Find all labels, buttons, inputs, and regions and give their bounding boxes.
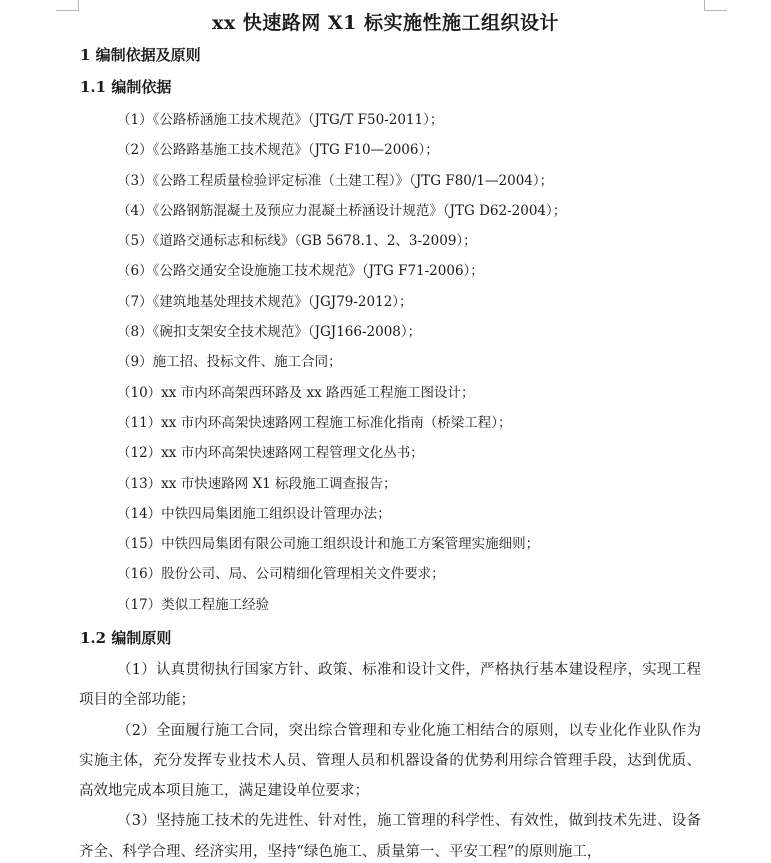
- principle-paragraph: （3）坚持施工技术的先进性、针对性，施工管理的科学性、有效性，做到技术先进、设备齐全、科学合理、经济实用，坚持“绿色施工、质量第一、平安工程”的原则施工，: [79, 813, 701, 860]
- list-item: （12）xx 市内环高架快速路网工程管理文化丛书；: [117, 445, 424, 462]
- principle-paragraph: （1）认真贯彻执行国家方针、政策、标准和设计文件，严格执行基本建设程序，实现工程项目的全部功能；: [79, 662, 701, 709]
- list-item: （6）《公路交通安全设施施工技术规范》（JTG F71-2006）；: [117, 263, 484, 280]
- list-item: （3）《公路工程质量检验评定标准（土建工程）》（JTG F80/1—2004）；: [117, 172, 554, 189]
- list-item: （13）xx 市快速路网 X1 标段施工调查报告；: [117, 475, 397, 492]
- list-item: （14）中铁四局集团施工组织设计管理办法；: [117, 505, 391, 522]
- list-item: （15）中铁四局集团有限公司施工组织设计和施工方案管理实施细则；: [117, 536, 540, 553]
- list-item: （10）xx 市内环高架西环路及 xx 路西延工程施工图设计；: [117, 384, 475, 401]
- section-heading-1: 1 编制依据及原则: [80, 46, 201, 64]
- list-item: （8）《碗扣支架安全技术规范》（JGJ166-2008）；: [117, 324, 422, 341]
- section-heading-1-2: 1.2 编制原则: [80, 629, 172, 647]
- compilation-basis-list: [117, 105, 566, 620]
- list-item: （2）《公路路基施工技术规范》（JTG F10—2006）；: [117, 142, 439, 159]
- principle-paragraph: （2）全面履行施工合同，突出综合管理和专业化施工相结合的原则，以专业化作业队作为实施主体，充分发挥专业技术人员、管理人员和机器设备的优势利用综合管理手段，达到优质、高效地完成本项目施工，满足建设单位要求；: [79, 722, 701, 800]
- list-item: （17）类似工程施工经验: [117, 596, 270, 613]
- list-item: （11）xx 市内环高架快速路网工程施工标准化指南（桥梁工程）；: [117, 414, 512, 431]
- list-item: （1）《公路桥涵施工技术规范》（JTG/T F50-2011）；: [117, 112, 444, 128]
- list-item: （16）股份公司、局、公司精细化管理相关文件要求；: [117, 566, 445, 583]
- list-item: （9）施工招、投标文件、施工合同；: [117, 354, 342, 371]
- list-item: （5）《道路交通标志和标线》（GB 5678.1、2、3-2009）；: [117, 233, 477, 250]
- compilation-principles: [79, 655, 701, 863]
- section-heading-1-1: 1.1 编制依据: [80, 78, 172, 96]
- list-item: （7）《建筑地基处理技术规范》（JGJ79-2012）；: [117, 293, 413, 310]
- list-item: （4）《公路钢筋混凝土及预应力混凝土桥涵设计规范》（JTG D62-2004）；: [117, 202, 567, 219]
- document-title: xx 快速路网 X1 标实施性施工组织设计: [212, 12, 559, 34]
